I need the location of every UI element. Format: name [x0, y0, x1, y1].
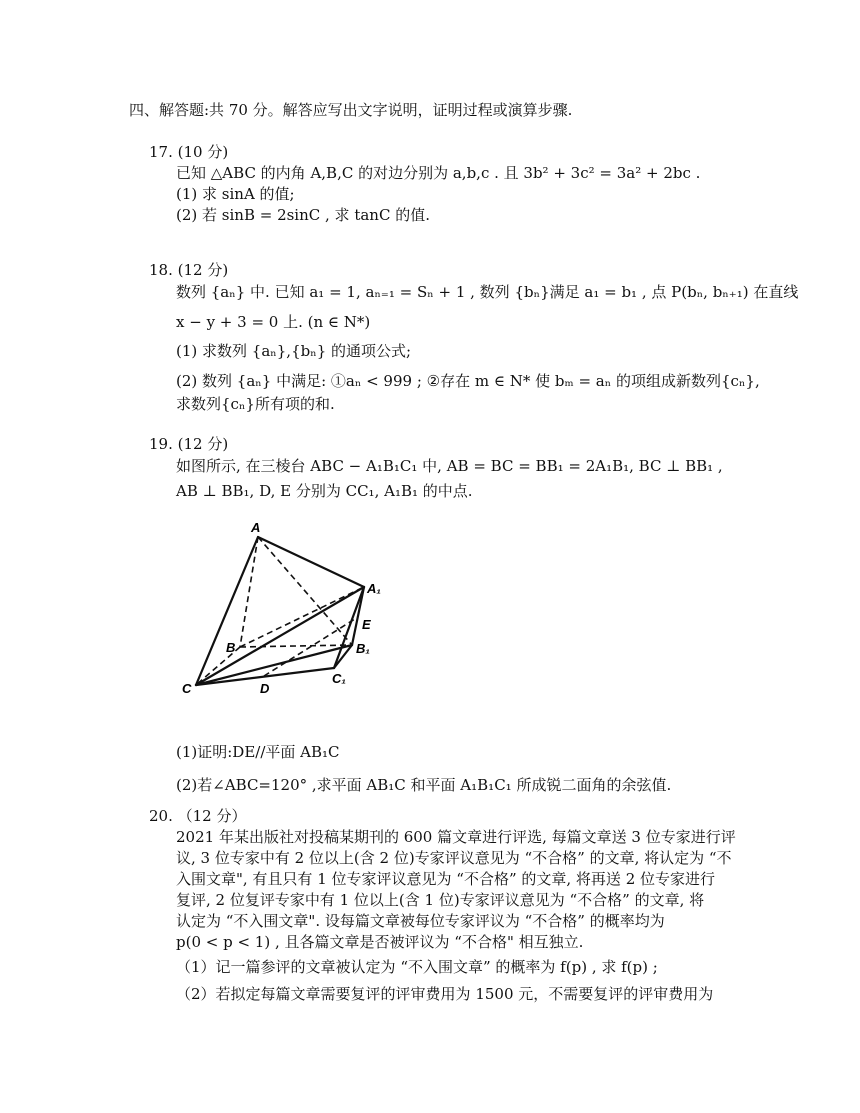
q20-line-6: p(0 < p < 1) , 且各篇文章是否被评议为 “不合格" 相互独立. — [176, 933, 584, 951]
label-A1: A₁ — [367, 581, 381, 596]
q20-line-7: （1）记一篇参评的文章被认定为 “不入围文章” 的概率为 f(p) , 求 f(p) ; — [176, 958, 658, 976]
q17-line-2: (1) 求 sinA 的值; — [176, 185, 295, 203]
edge-A-B1 — [258, 537, 352, 645]
frustum-diagram — [176, 515, 416, 720]
label-C: C — [182, 681, 192, 696]
q17-line-1: 已知 △ABC 的内角 A,B,C 的对边分别为 a,b,c . 且 3b² + 3c² = 3a² + 2bc . — [176, 164, 701, 182]
q18-line-4: (2) 数列 {aₙ} 中满足: ①aₙ < 999 ; ②存在 m ∈ N* 使 bₘ = aₙ 的项组成新数列{cₙ}, — [176, 372, 760, 390]
label-C1: C₁ — [332, 671, 346, 686]
edge-A-A1 — [258, 537, 364, 587]
q19-part-2: (2)若∠ABC=120° ,求平面 AB₁C 和平面 A₁B₁C₁ 所成锐二面角的余弦值. — [176, 776, 672, 794]
edge-C-B1 — [196, 645, 352, 685]
q20-line-5: 认定为 “不入围文章". 设每篇文章被每位专家评议为 “不合格” 的概率均为 — [176, 912, 665, 930]
q20-line-2: 议, 3 位专家中有 2 位以上(含 2 位)专家评议意见为 “不合格” 的文章, 将认定为 “不 — [176, 849, 732, 867]
edge-A-B — [240, 537, 258, 647]
q18-line-2: x − y + 3 = 0 上. (n ∈ N*) — [176, 313, 371, 331]
label-A: A — [251, 520, 261, 535]
label-B: B — [226, 640, 236, 655]
q18-line-5: 求数列{cₙ}所有项的和. — [176, 395, 335, 413]
q17-heading: 17. (10 分) — [149, 143, 229, 161]
q20-line-1: 2021 年某出版社对投稿某期刊的 600 篇文章进行评选, 每篇文章送 3 位专家进行评 — [176, 828, 736, 846]
edge-A-C — [196, 537, 258, 685]
q19-part-1: (1)证明:DE//平面 AB₁C — [176, 743, 340, 761]
label-D: D — [260, 681, 270, 696]
frustum-figure — [176, 515, 416, 720]
label-E: E — [362, 617, 371, 632]
q18-line-3: (1) 求数列 {aₙ},{bₙ} 的通项公式; — [176, 342, 412, 360]
q19-heading: 19. (12 分) — [149, 435, 229, 453]
q20-heading: 20. （12 分） — [149, 807, 247, 825]
q20-line-3: 入围文章", 有且只有 1 位专家评议意见为 “不合格” 的文章, 将再送 2 位专家进行 — [176, 870, 716, 888]
q18-line-1: 数列 {aₙ} 中. 已知 a₁ = 1, aₙ₌₁ = Sₙ + 1 , 数列 {bₙ}满足 a₁ = b₁ , 点 P(bₙ, bₙ₊₁) 在直线 — [176, 283, 799, 301]
edge-B-B1 — [240, 645, 352, 647]
q20-line-8: （2）若拟定每篇文章需要复评的评审费用为 1500 元，不需要复评的评审费用为 — [176, 985, 714, 1003]
q19-line-1: 如图所示, 在三棱台 ABC − A₁B₁C₁ 中, AB = BC = BB₁ = 2A₁B₁, BC ⊥ BB₁ , — [176, 457, 723, 475]
q19-line-2: AB ⊥ BB₁, D, E 分别为 CC₁, A₁B₁ 的中点. — [176, 482, 473, 500]
section-header: 四、解答题:共 70 分。解答应写出文字说明，证明过程或演算步骤. — [129, 101, 573, 119]
q20-line-4: 复评, 2 位复评专家中有 1 位以上(含 1 位)专家评议意见为 “不合格” 的文章, 将 — [176, 891, 705, 909]
q17-line-3: (2) 若 sinB = 2sinC , 求 tanC 的值. — [176, 206, 430, 224]
label-B1: B₁ — [356, 641, 370, 656]
q18-heading: 18. (12 分) — [149, 261, 229, 279]
